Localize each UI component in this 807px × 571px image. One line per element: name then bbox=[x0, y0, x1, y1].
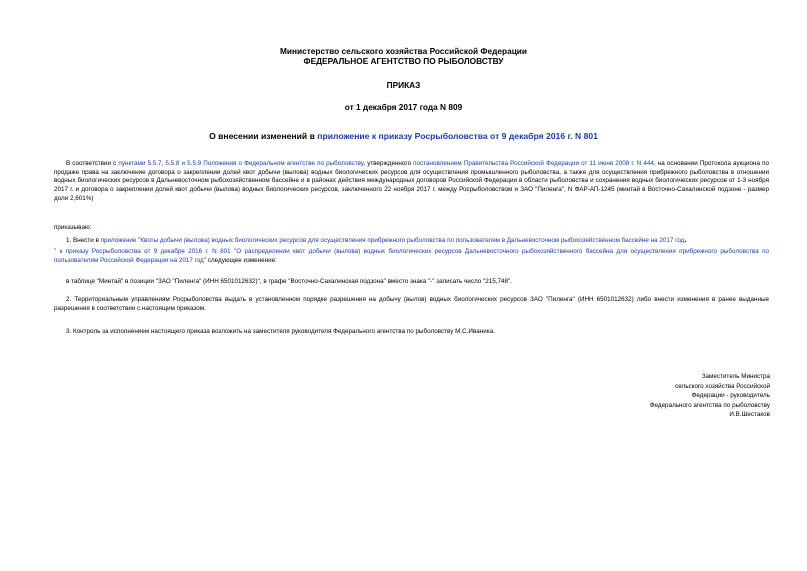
agency-name: ФЕДЕРАЛЬНОЕ АГЕНТСТВО ПО РЫБОЛОВСТВУ bbox=[303, 56, 504, 66]
signature-block bbox=[550, 372, 770, 420]
item1-text-1: 1. Внести в bbox=[66, 237, 101, 244]
title-prefix: О внесении изменений в bbox=[209, 131, 318, 141]
item1-link-order[interactable]: " к приказу Росрыболовства от 9 декабря 2016 г. N 801 "О распределении квот добычи (вылова) водных биологических ресурсов Дальневосточного рыбохозяйственного бассейна для осуществления прибрежного рыболовства по пользователям Российской Федерации на 2017 год" bbox=[54, 248, 769, 264]
signature-line-4: Федерального агентства по рыболовству bbox=[649, 401, 770, 409]
document-date: от 1 декабря 2017 года N 809 bbox=[344, 102, 463, 112]
signature-line-1: Заместитель Министра bbox=[701, 373, 770, 380]
preamble-text-3: , на основании Протокола аукциона по продаже права на заключение договора о закреплении долей квот добычи (вылова) водных биологических ресурсов для осуществления промышленного рыболовства, а также для осуществления прибрежного рыболовства в отношении водных биологических ресурсов в Дальневосточном рыбохозяйственном бассейне и в районах действия международных договоров Российской Федерации в области рыболовства и сохранения водных биологических ресурсов от 1-3 ноября 2017 г. и договора о закреплении долей квот добычи (вылова) водных биологических ресурсов, заключенного 22 ноября 2017 г. между Росрыболовством и ЗАО "Пиленга", N ФАР-АП-1245 (минтай в Восточно-Сахалинской подзоне - размер доли 2,601%) bbox=[54, 160, 769, 202]
signature-line-3: Федерации - руководитель bbox=[691, 392, 770, 400]
order-word: приказываю: bbox=[54, 224, 92, 231]
preamble-text-1: В соответствии с bbox=[66, 160, 119, 167]
item1-change: в таблице "Минтай" в позиции "ЗАО "Пиленга" (ИНН 6501012632)", в графе "Восточно-Сахалинская подзона" вместо знака "-" записать число "215,748". bbox=[66, 278, 512, 285]
signature-line-2: сельского хозяйства Российской bbox=[675, 382, 770, 390]
ministry-name: Министерство сельского хозяйства Российской Федерации bbox=[280, 46, 527, 56]
item2-paragraph: 2. Территориальным управлениям Росрыболовства выдать в установленном порядке разрешения на добычу (вылов) водных биологических ресурсов ЗАО "Пиленга" (ИНН 6501012632) либо внести изменения в ранее выданные разрешения в соответствии с настоящим приказом. bbox=[54, 296, 769, 312]
signature-name: И.В.Шестаков bbox=[729, 411, 770, 419]
preamble-text-2: , утвержденного bbox=[363, 160, 414, 167]
preamble-link-regulation[interactable]: пунктами 5.5.7, 5.5.8 и 5.5.9 Положения о Федеральном агентстве по рыболовству bbox=[118, 160, 364, 167]
document-title bbox=[0, 131, 807, 141]
item1-continuation bbox=[54, 248, 769, 265]
document-type: ПРИКАЗ bbox=[386, 80, 421, 90]
item1-link-annex[interactable]: приложение "Квоты добычи (вылова) водных биологических ресурсов для осуществления прибрежного рыболовства по пользователям в Дальневосточном рыбохозяйственном бассейне на 2017 год bbox=[100, 237, 685, 244]
preamble-link-decree[interactable]: постановлением Правительства Российской Федерации от 11 июня 2008 г. N 444 bbox=[413, 160, 654, 167]
item3-paragraph: 3. Контроль за исполнением настоящего приказа возложить на заместителя руководителя Федерального агентства по рыболовству М.С.Иваника. bbox=[66, 328, 495, 335]
item1-dot: . bbox=[684, 235, 687, 244]
item1-text-2: следующее изменение: bbox=[206, 256, 277, 264]
title-link[interactable]: приложение к приказу Росрыболовства от 9 декабря 2016 г. N 801 bbox=[317, 131, 598, 141]
item1-first-line bbox=[66, 235, 687, 244]
preamble-paragraph bbox=[54, 160, 769, 204]
